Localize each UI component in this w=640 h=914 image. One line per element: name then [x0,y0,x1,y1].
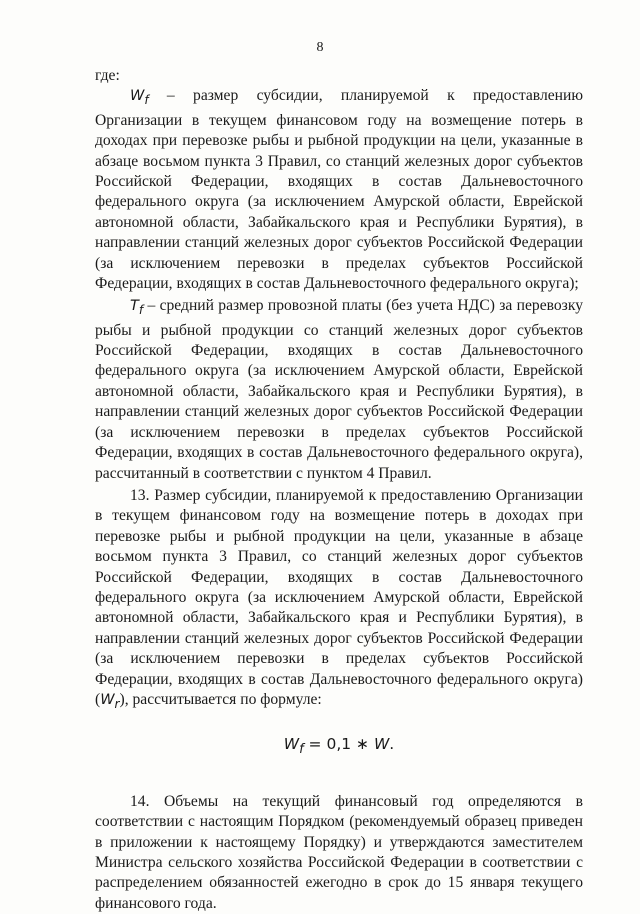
page-number: 8 [316,40,324,55]
where-label: где: [95,67,120,84]
symbol-wr: $W_r$ [100,691,120,711]
symbol-wf: $W_f$ [130,88,149,108]
paragraph-13-tail: ), рассчитывается по формуле: [119,690,322,708]
definition-wf [95,86,583,294]
formula: $W_f = 0,1$ ∗ W. [283,735,395,758]
paragraph-13-text: 13. Размер субсидии, планируемой к предоставлению Организации в текущем финансовом году на возмещение потерь в доходах при перевозке рыбы и рыбной продукции на цели, указанные в абзаце восьмом пункта 3 Правил, со станций железных дорог субъектов Российской Федерации, входящих в состав Дальневосточного федерального округа (за исключением Амурской области, Еврейской автономной области, Забайкальского края и Республики Бурятия), в направлении станций железных дорог субъектов Российской Федерации (за исключением перевозки в пределах субъектов Российской Федерации, входящих в состав Дальневосточного федерального округа) ( [95,486,583,708]
definition-tf [95,296,583,484]
definition-tf-text: – средний размер провозной платы (без учета НДС) за перевозку рыбы и рыбной продукции со станций железных дорог субъектов Российской Федерации, входящих в состав Дальневосточного федерального округа (за исключением Амурской области, Еврейской автономной области, Забайкальского края и Республики Бурятия), в направлении станций железных дорог субъектов Российской Федерации (за исключением перевозки в пределах субъектов Российской Федерации, входящих в состав Дальневосточного федерального округа), рассчитанный в соответствии с пунктом 4 Правил. [95,297,583,482]
document-body [95,66,583,914]
paragraph-13 [95,486,583,714]
paragraph-14: 14. Объемы на текущий финансовый год определяются в соответствии с настоящим Порядком (рекомендуемый образец приведен в приложении к настоящему Порядку) и утверждаются заместителем Министра сельского хозяйства Российской Федерации в соответствии с распределением обязанностей ежегодно в срок до 15 января текущего финансового года. [95,792,583,912]
definition-wf-text: – размер субсидии, планируемой к предоставлению Организации в текущем финансовом году на возмещение потерь в доходах при перевозке рыбы и рыбной продукции на цели, указанные в абзаце восьмом пункта 3 Правил, со станций железных дорог субъектов Российской Федерации, входящих в состав Дальневосточного федерального округа (за исключением Амурской области, Еврейской автономной области, Забайкальского края и Республики Бурятия), в направлении станций железных дорог субъектов Российской Федерации (за исключением перевозки в пределах субъектов Российской Федерации, входящих в состав Дальневосточного федерального округа); [95,87,583,292]
symbol-tf: $T_f$ [130,298,144,318]
